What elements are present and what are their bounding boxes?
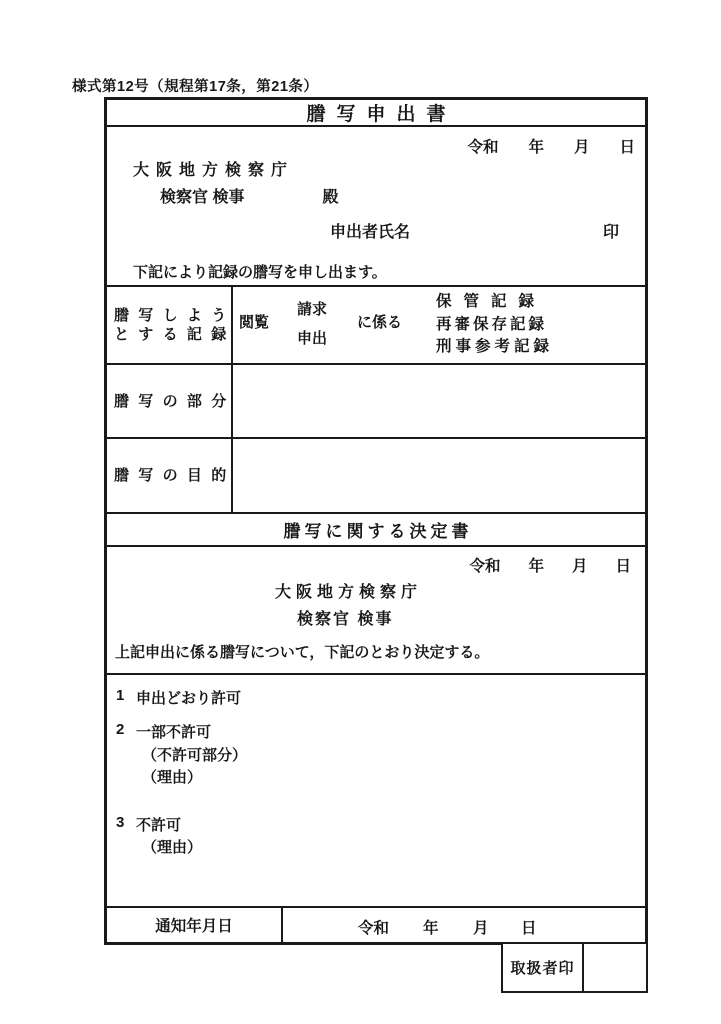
record-type-storage: 保管記録 [436, 293, 547, 310]
handler-seal-label: 取扱者印 [503, 944, 584, 991]
honorific-label: 殿 [322, 189, 339, 206]
item-label: 申出どおり許可 [136, 690, 242, 707]
handler-seal-field [584, 944, 646, 991]
copy-application-form [104, 97, 648, 945]
year-label: 年 [528, 558, 544, 575]
item-number: 1 [116, 687, 125, 704]
decision-header-block [107, 545, 645, 673]
record-target-label-line1: 謄写しよう [114, 307, 236, 324]
notice-date-label: 通知年月日 [107, 908, 283, 942]
inspect-label: 閲覧 [239, 314, 270, 331]
item-number: 2 [116, 721, 125, 738]
notice-date-row [107, 906, 645, 942]
application-date-line [467, 135, 635, 157]
copy-part-field [233, 365, 645, 437]
copy-purpose-label [107, 439, 236, 512]
offer-label: 申出 [297, 330, 328, 347]
applicant-name-label: 申出者氏名 [330, 224, 411, 241]
record-target-label [107, 287, 236, 363]
era-label: 令和 [469, 558, 501, 575]
form-number: 様式第12号（規程第17条，第21条） [72, 79, 319, 95]
seal-label: 印 [603, 224, 620, 241]
addressee-line [160, 184, 338, 207]
handler-seal-box [501, 942, 648, 993]
copy-purpose-row [107, 437, 645, 512]
addressee-label: 検察官 検事 [160, 189, 245, 206]
record-type-stack [436, 294, 553, 356]
application-header-block [107, 125, 645, 285]
month-label: 月 [573, 139, 590, 156]
era-label: 令和 [358, 920, 390, 937]
application-title: 謄写申出書 [306, 104, 457, 125]
notice-date-field [283, 908, 645, 942]
reason-label: （理由） [142, 839, 203, 856]
record-type-criminal-reference: 刑事参考記録 [436, 338, 554, 355]
month-label: 月 [571, 558, 588, 575]
year-label: 年 [423, 920, 439, 937]
era-label: 令和 [467, 139, 499, 156]
month-label: 月 [473, 920, 489, 937]
office-name: 大阪地方検察庁 [133, 162, 295, 179]
denied-part-label: （不許可部分） [142, 747, 248, 764]
day-label: 日 [521, 920, 537, 937]
reason-label: （理由） [142, 769, 203, 786]
copy-part-label [107, 365, 236, 437]
record-target-label-line2: とする記録 [114, 326, 236, 343]
decision-office-name: 大阪地方検察庁 [275, 584, 423, 601]
copy-part-row [107, 363, 645, 437]
copy-part-label-text: 謄写の部分 [114, 392, 236, 410]
decision-title: 謄写に関する決定書 [283, 522, 473, 541]
decision-item-denial [116, 814, 181, 835]
decision-item-permit [116, 687, 241, 708]
application-statement: 下記により記録の謄写を申し出ます。 [133, 264, 387, 281]
relating-label: に係る [357, 314, 403, 331]
day-label: 日 [615, 558, 631, 575]
copy-purpose-field [233, 439, 645, 512]
item-label: 不許可 [136, 817, 182, 834]
decision-date-line [469, 554, 631, 576]
record-target-content [233, 287, 645, 363]
decision-signer: 検察官 検事 [297, 611, 394, 628]
decision-title-row [107, 512, 645, 545]
record-target-row [107, 285, 645, 363]
decision-items-block [107, 673, 645, 906]
day-label: 日 [619, 139, 635, 156]
item-number: 3 [116, 814, 125, 831]
copy-purpose-label-text: 謄写の目的 [114, 467, 236, 484]
application-title-row [107, 100, 645, 125]
request-offer-stack [297, 298, 327, 348]
decision-item-partial-denial [116, 721, 211, 742]
applicant-name-line [330, 219, 619, 242]
request-label: 請求 [297, 301, 328, 318]
decision-statement: 上記申出に係る謄写について，下記のとおり決定する。 [115, 644, 490, 661]
record-type-retrial: 再審保存記録 [436, 315, 548, 333]
year-label: 年 [528, 139, 544, 156]
item-label: 一部不許可 [136, 724, 212, 741]
